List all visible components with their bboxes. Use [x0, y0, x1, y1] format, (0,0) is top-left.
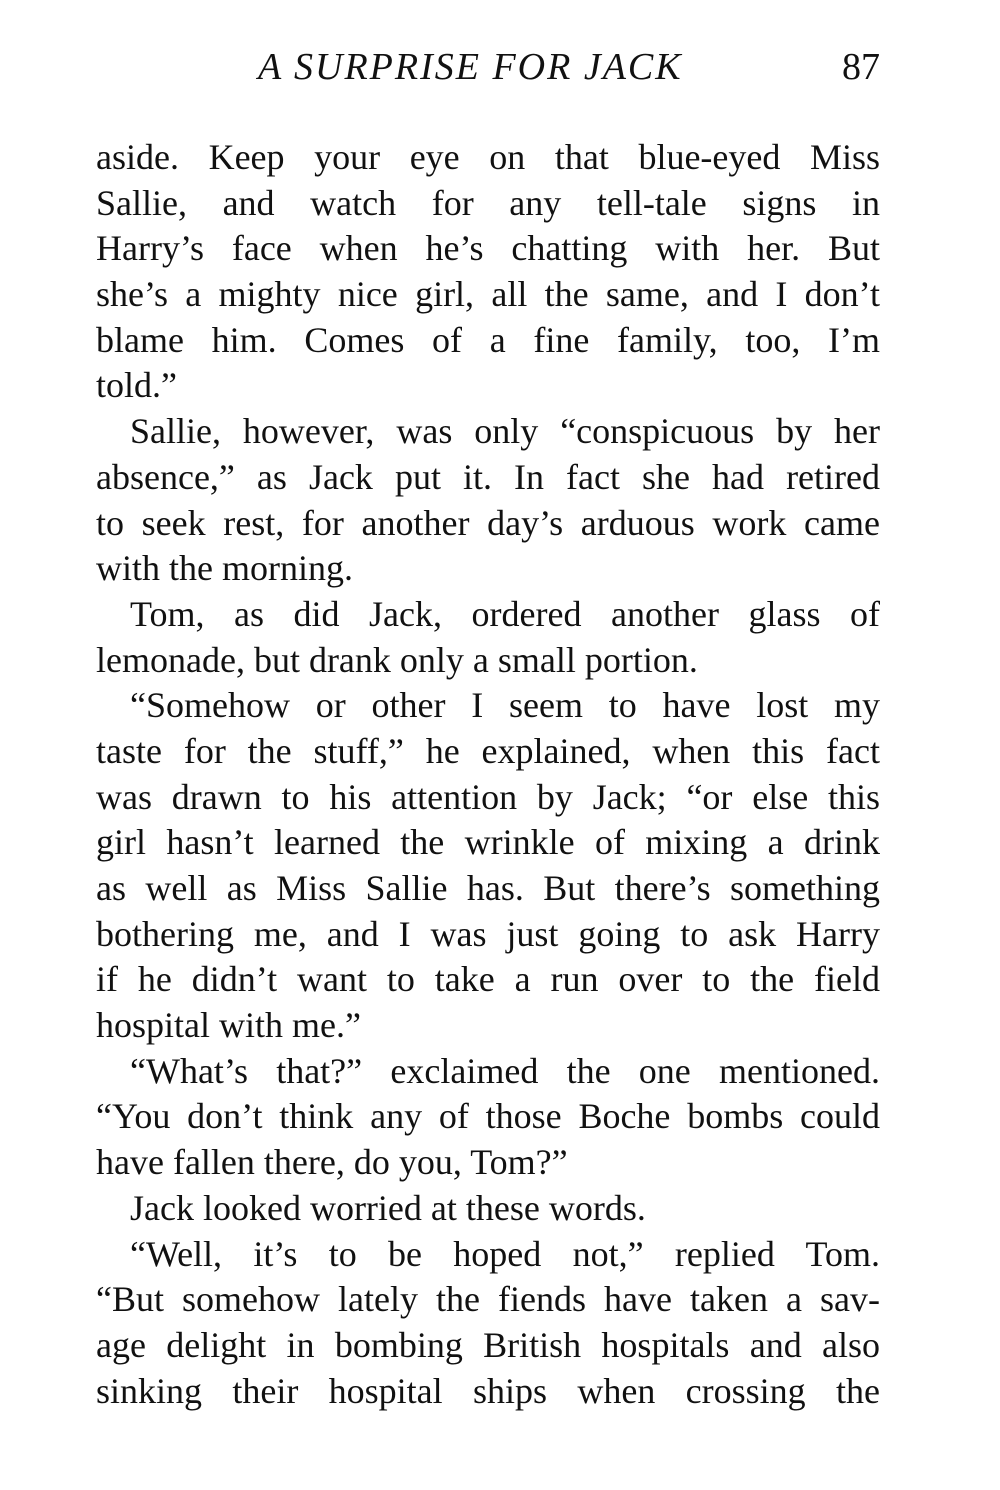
- text-line: told.”: [96, 365, 177, 406]
- text-line: sinking their hospital ships when crossing the: [96, 1370, 880, 1411]
- text-line: blame him. Comes of a fine family, too, I’m: [96, 319, 880, 360]
- text-line: bothering me, and I was just going to ask Harry: [96, 913, 880, 954]
- page-number: 87: [842, 46, 880, 88]
- running-head: [96, 42, 880, 92]
- text-line: hospital with me.”: [96, 1005, 361, 1046]
- paragraph: [96, 135, 880, 409]
- text-line: with the morning.: [96, 548, 353, 589]
- text-line: absence,” as Jack put it. In fact she had retired: [96, 456, 880, 497]
- paragraph: [96, 592, 880, 683]
- text-line: “Somehow or other I seem to have lost my: [130, 685, 880, 726]
- text-line: taste for the stuff,” he explained, when this fact: [96, 730, 880, 771]
- paragraph: [96, 1232, 880, 1415]
- text-line: “What’s that?” exclaimed the one mentioned.: [130, 1050, 880, 1091]
- paragraph: [96, 1049, 880, 1186]
- paragraph: [96, 409, 880, 592]
- text-line: Sallie, however, was only “conspicuous by her: [130, 411, 880, 452]
- text-line: as well as Miss Sallie has. But there’s something: [96, 868, 880, 908]
- text-line: aside. Keep your eye on that blue-eyed Miss: [96, 137, 880, 177]
- text-line: girl hasn’t learned the wrinkle of mixing a drink: [96, 822, 880, 863]
- text-line: Harry’s face when he’s chatting with her. But: [96, 228, 880, 269]
- text-line: was drawn to his attention by Jack; “or else this: [96, 776, 880, 817]
- text-line: “But somehow lately the fiends have taken a sav-: [96, 1279, 880, 1320]
- paragraph: [96, 1186, 880, 1232]
- text-line: Tom, as did Jack, ordered another glass of: [130, 593, 880, 634]
- text-line: if he didn’t want to take a run over to the field: [96, 959, 880, 1000]
- text-line: Sallie, and watch for any tell-tale signs in: [96, 182, 880, 223]
- running-title: A SURPRISE FOR JACK: [258, 46, 683, 88]
- text-line: lemonade, but drank only a small portion.: [96, 639, 698, 680]
- text-line: Jack looked worried at these words.: [130, 1187, 646, 1228]
- text-line: to seek rest, for another day’s arduous work came: [96, 502, 880, 543]
- body-text: [96, 135, 880, 1414]
- text-line: “You don’t think any of those Boche bombs could: [96, 1096, 880, 1137]
- text-line: she’s a mighty nice girl, all the same, and I don’t: [96, 274, 880, 315]
- text-line: have fallen there, do you, Tom?”: [96, 1142, 568, 1183]
- paragraph: [96, 683, 880, 1049]
- text-line: age delight in bombing British hospitals and also: [96, 1324, 880, 1365]
- text-line: “Well, it’s to be hoped not,” replied Tom.: [130, 1233, 880, 1274]
